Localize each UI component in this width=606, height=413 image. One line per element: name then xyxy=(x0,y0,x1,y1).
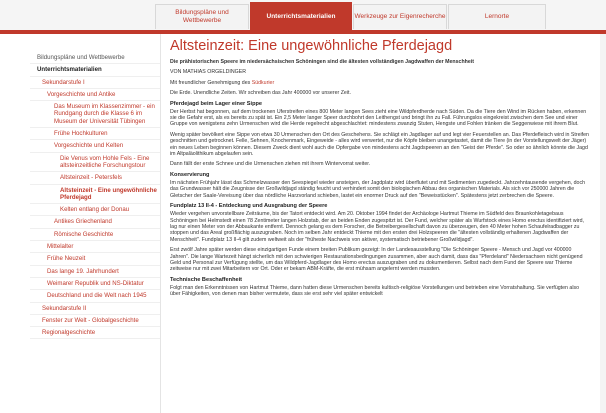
sidebar-item-venus-hohle-fels[interactable]: Die Venus vom Hohle Fels - Eine altsteinzeitliche Forschungstour xyxy=(30,153,160,173)
heading-konservierung: Konservierung xyxy=(170,171,210,178)
sidebar-item-kelten-donau[interactable]: Kelten entlang der Donau xyxy=(30,204,160,216)
sidebar-item-vorgeschichte-kelten[interactable]: Vorgeschichte und Kelten xyxy=(30,140,160,152)
sidebar-item-sekundarstufe-1[interactable]: Sekundarstufe I xyxy=(30,77,160,89)
sidebar-item-weimarer-republik[interactable]: Weimarer Republik und NS-Diktatur xyxy=(30,278,160,290)
tab-bildungsplaene[interactable]: Bildungspläne und Wettbewerbe xyxy=(155,4,249,29)
sidebar-item-19-jahrhundert[interactable]: Das lange 19. Jahrhundert xyxy=(30,266,160,278)
content-area xyxy=(0,34,606,413)
sidebar-item-regionalgeschichte[interactable]: Regionalgeschichte xyxy=(30,327,160,339)
sidebar-item-fruehe-neuzeit[interactable]: Frühe Neuzeit xyxy=(30,253,160,265)
paragraph-publikum: Erst zwölf Jahre später werden diese einzigartigen Funde einem breiten Publikum gezeigt: In der Landesausstellung "Die Schöninger Speere - Mensch und Jagd vor 400000 Jahren". Die lange Wartezeit hängt sicherlich mit den schwierigen Restaurationsbedingungen zusammen, aber auch damit, dass das "Pferdeland" Niedersachsen nicht genügend Geld und Personal zur Verfügung stellte, um das Wildpferd-Jagdlager des Homo erectus auszugraben und zu dokumentieren. Selbst nach dem Fund der Speere war Thieme zeitweise nur mit zwei Mitarbeitern vor Ort. Oder er bekam ABM-Kräfte, die erst mühsam angelernt werden mussten. xyxy=(170,247,583,273)
sidebar-item-vorgeschichte-antike[interactable]: Vorgeschichte und Antike xyxy=(30,89,160,101)
page-scrollbar[interactable] xyxy=(600,34,606,413)
permission-text: Mit freundlicher Genehmigung des xyxy=(170,79,252,86)
paragraph-fundplatz: Wieder vergehen unvorstellbare Zeiträume, bis der Tatort entdeckt wird. Am 20. Oktober 1994 findet der Archäologe Hartmut Thieme im Südfeld des Braunkohletagebaus Schöningen bei Helmstedt einen 78 Zentimeter langen Holzstab, der an beiden Enden zugespitzt ist. Der Fund, welcher später als Wurfstock eines Homo erectus identifiziert wird, lag nur einen Meter von der Abbaukante entfernt. Dennoch gelang es dem Forscher, die Betreibergesellschaft davon zu überzeugen, den 40 Meter hohen Schaufelradbagger zu stoppen und das Areal großflächig auszugraben. Noch im selben Jahr entdeckt Thieme mit den ersten drei Holzspeeren die "ältesten vollständig erhaltenen Jagdwaffen der Menschheit". Fundplatz 13 II-4 gilt zudem weltweit als der "früheste Nachweis von aktiver, systematisch betriebener Großwildjagd". xyxy=(170,211,584,243)
article-intro: Die Erde. Unendliche Zeiten. Wir schreiben das Jahr 400000 vor unserer Zeit. xyxy=(170,90,351,97)
paragraph-pferdejagd: Der Herbst hat begonnen, auf dem trockenen Uferstreifen eines 800 Meter langen Sees zieht eine Wildpferdherde nach Süden. Da die Tiere den Wind im Rücken haben, erkennen sie die Gefahr erst, als es bereits zu spät ist. Ein 2,5 Meter langer Speer durchbohrt den Leithengst und bringt ihn zu Fall. Führungslos eingekreist zwischen dem See und einer Gruppe von wenigstens zehn Urmenschen wird die Herde regelrecht abgeschlachtet: mindestens zwanzig Stuten, Hengste und Fohlen tränken die Seggenwiese mit ihrem Blut. xyxy=(170,108,587,128)
sidebar-item-antikes-griechenland[interactable]: Antikes Griechenland xyxy=(30,216,160,228)
sidebar-navigation xyxy=(30,34,161,413)
paragraph-konservierung: Im nächsten Frühjahr lässt das Schmelzwasser den Seespiegel wieder ansteigen, der Jagdplatz wird überflutet und mit Sedimenten zugedeckt. Jahrzehntausende vergehen, doch das Grundwasser hält die Zeugnisse der Großwildjagd ständig feucht und verhindert somit den biologischen Abbau des organischen Materials. Als sich vor 250000 Jahren die Gletscher der Saale-Vereisung über das nördliche Harzvorland schieben, lastet ein enormer Druck auf den "Beweisstücken". Spätestens jetzt zerbrechen die Speere. xyxy=(170,179,585,199)
page-title: Altsteinzeit: Eine ungewöhnliche Pferdejagd xyxy=(170,38,453,54)
suedkurier-link[interactable]: Südkurier xyxy=(251,79,275,86)
sidebar-item-fruehe-hochkulturen[interactable]: Frühe Hochkulturen xyxy=(30,128,160,140)
article xyxy=(170,38,590,413)
article-lead: Die prähistorischen Speere im niedersächsischen Schöningen sind die ältesten vollständigen Jagdwaffen der Menschheit xyxy=(170,59,474,65)
sidebar-item-deutschland-nach-1945[interactable]: Deutschland und die Welt nach 1945 xyxy=(30,290,160,302)
heading-pferdejagd: Pferdejagd beim Lager einer Sippe xyxy=(170,100,263,107)
sidebar-item-bildungsplaene[interactable]: Bildungspläne und Wettbewerbe xyxy=(30,52,160,64)
tab-lernorte[interactable]: Lernorte xyxy=(448,4,546,29)
paragraph-technik: Folgt man den Erkenntnissen von Hartmut Thieme, dann hatten diese Urmenschen bereits kultisch-religiöse Vorstellungen und betrieben eine Vorratshaltung. Sie verfügten also über Fähigkeiten, von denen man bisher vermutete, dass sie erst sehr viel später entwickelt xyxy=(170,284,580,298)
sidebar-spacer xyxy=(30,34,160,52)
heading-technik: Technische Beschaffenheit xyxy=(170,276,243,283)
sidebar-item-museum-klassenzimmer[interactable]: Das Museum im Klassenzimmer - ein Rundgang durch die Klasse 6 im Museum der Universität Tübingen xyxy=(30,101,160,128)
tab-werkzeuge[interactable]: Werkzeuge zur Eigenrecherche xyxy=(353,4,447,29)
sidebar-item-sekundarstufe-2[interactable]: Sekundarstufe II xyxy=(30,303,160,315)
article-permission xyxy=(170,80,590,86)
sidebar-item-roemische-geschichte[interactable]: Römische Geschichte xyxy=(30,229,160,241)
top-navigation xyxy=(0,0,606,34)
sidebar-item-pferdejagd[interactable]: Altsteinzeit - Eine ungewöhnliche Pferdejagd xyxy=(30,185,160,205)
tab-unterrichtsmaterialien[interactable]: Unterrichtsmaterialien xyxy=(250,2,352,31)
paragraph-winter: Dann fällt der erste Schnee und die Urmenschen ziehen mit ihrem Wintervorrat weiter. xyxy=(170,161,371,168)
heading-fundplatz: Fundplatz 13 II-4 - Entdeckung und Ausgrabung der Speere xyxy=(170,203,328,210)
sidebar-item-petersfels[interactable]: Altsteinzeit - Petersfels xyxy=(30,172,160,184)
article-author: VON MATHIAS ORGELDINGER xyxy=(170,69,247,76)
paragraph-sippe: Wenig später bevölkert eine Sippe von etwa 30 Urmenschen den Ort des Geschehens. Sie schlägt ein Jagdlager auf und legt vier Feuerstellen an. Das Pferdefleisch wird in Streifen geschnitten und getrocknet. Felle, Sehnen, Knochenmark, Eingeweide - alles wird verwertet, nur die Köpfe bleiben unangetastet, damit die Tiere (in der Vorstellungswelt der Jäger) ein neues Leben beginnen können. Diesem Zweck dient wohl auch die Opfergabe von mindestens acht Jagdspeeren an den "Geist der Pferde". So oder so ähnlich könnte die Jagd im Altpaläolithikum abgelaufen sein. xyxy=(170,131,589,158)
sidebar-item-globalgeschichte[interactable]: Fenster zur Welt - Globalgeschichte xyxy=(30,315,160,327)
sidebar-item-unterrichtsmaterialien[interactable]: Unterrichtsmaterialien xyxy=(30,64,160,76)
sidebar-item-mittelalter[interactable]: Mittelalter xyxy=(30,241,160,253)
